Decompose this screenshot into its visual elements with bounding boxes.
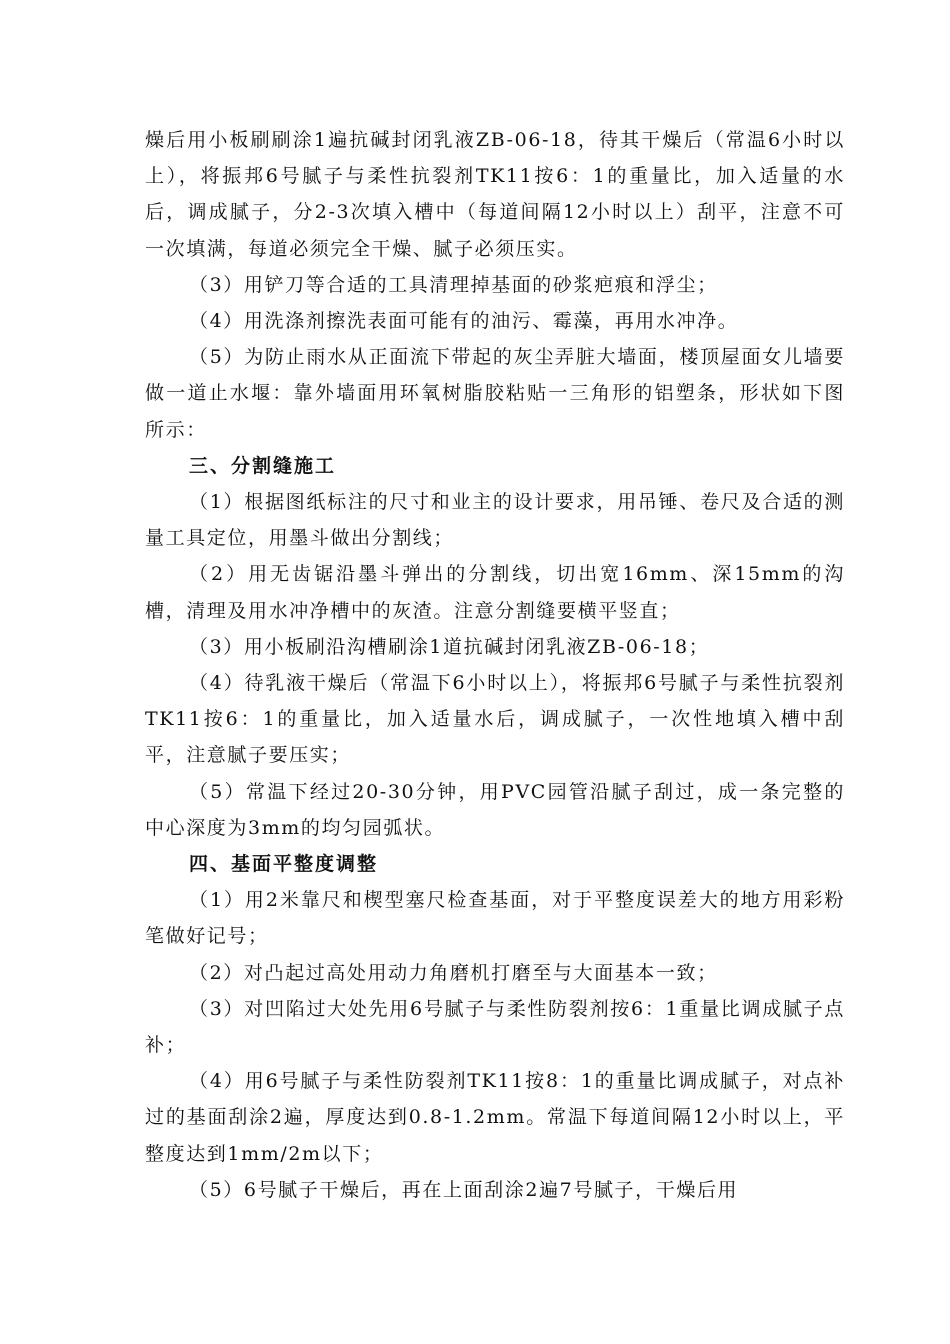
section4-item-3: （3）对凹陷过大处先用6号腻子与柔性防裂剂按6：1重量比调成腻子点补； bbox=[145, 997, 845, 1057]
section3-item-5: （5）常温下经过20-30分钟，用PVC园管沿腻子刮过，成一条完整的中心深度为3mm的均匀园弧状。 bbox=[145, 780, 845, 839]
section3-item-4: （4）待乳液干燥后（常温下6小时以上），将振邦6号腻子与柔性抗裂剂TK11按6：1的重量比，加入适量水后，调成腻子，一次性地填入槽中刮平，注意腻子要压实； bbox=[145, 672, 845, 767]
section4-item-1: （1）用2米靠尺和楔型塞尺检查基面，对于平整度误差大的地方用彩粉笔做好记号； bbox=[145, 889, 845, 948]
section4-item-2: （2）对凸起过高处用动力角磨机打磨至与大面基本一致； bbox=[189, 961, 718, 984]
paragraph-item-3: （3）用铲刀等合适的工具清理掉基面的砂浆疤痕和浮尘； bbox=[189, 273, 718, 296]
section3-item-2: （2）用无齿锯沿墨斗弹出的分割线，切出宽16mm、深15mm的沟槽，清理及用水冲净槽中的灰渣。注意分割缝要横平竖直； bbox=[145, 563, 845, 622]
paragraph-continuation: 燥后用小板刷刷涂1遍抗碱封闭乳液ZB-06-18，待其干燥后（常温6小时以上），将振邦6号腻子与柔性抗裂剂TK11按6：1的重量比，加入适量的水后，调成腻子，分2-3次填入槽中（每道间隔12小时以上）刮平，注意不可一次填满，每道必须完全干燥、腻子必须压实。 bbox=[145, 129, 845, 260]
section3-item-3: （3）用小板刷沿沟槽刷涂1道抗碱封闭乳液ZB-06-18； bbox=[189, 635, 710, 658]
document-body bbox=[145, 122, 845, 1208]
section4-item-4: （4）用6号腻子与柔性防裂剂TK11按8：1的重量比调成腻子，对点补过的基面刮涂2遍，厚度达到0.8-1.2mm。常温下每道间隔12小时以上，平整度达到1mm/2m以下； bbox=[145, 1070, 845, 1165]
section-heading-4: 四、基面平整度调整 bbox=[189, 853, 379, 876]
paragraph-item-5: （5）为防止雨水从正面流下带起的灰尘弄脏大墙面，楼顶屋面女儿墙要做一道止水堰：靠外墙面用环氧树脂胶粘贴一三角形的铝塑条，形状如下图所示： bbox=[145, 346, 845, 441]
section-heading-3: 三、分割缝施工 bbox=[189, 454, 337, 477]
section4-item-5: （5）6号腻子干燥后，再在上面刮涂2遍7号腻子，干燥后用 bbox=[189, 1178, 739, 1201]
paragraph-item-4: （4）用洗涤剂擦洗表面可能有的油污、霉藻，再用水冲净。 bbox=[189, 310, 739, 333]
section3-item-1: （1）根据图纸标注的尺寸和业主的设计要求，用吊锤、卷尺及合适的测量工具定位，用墨斗做出分割线； bbox=[145, 491, 845, 550]
